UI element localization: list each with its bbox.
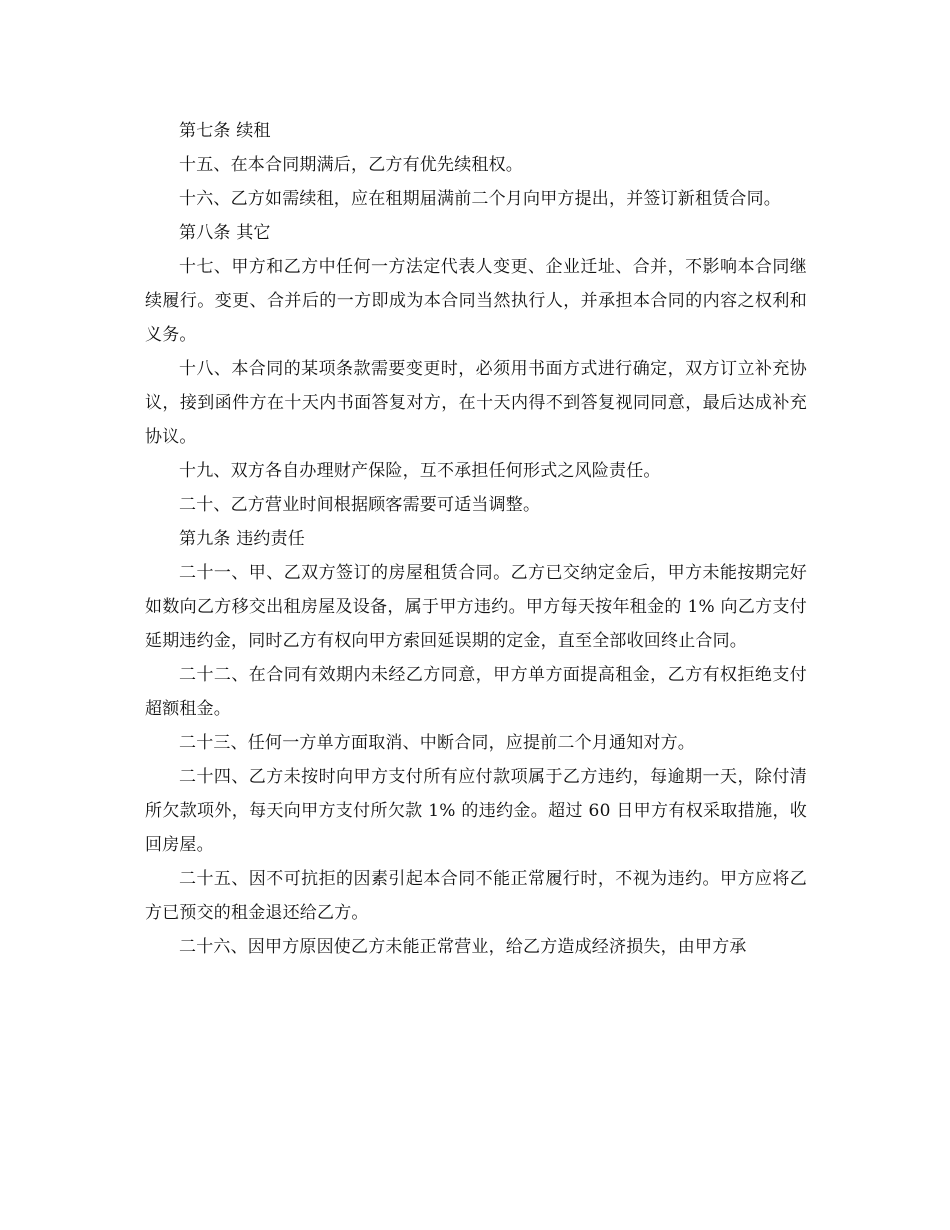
clause-20: 二十、乙方营业时间根据顾客需要可适当调整。 — [179, 495, 541, 515]
document-body — [145, 114, 807, 964]
article-8-heading: 第八条 其它 — [179, 223, 271, 243]
clause-22: 二十二、在合同有效期内未经乙方同意，甲方单方面提高租金，乙方有权拒绝支付超额租金。 — [145, 665, 807, 719]
clause-26: 二十六、因甲方原因使乙方未能正常营业，给乙方造成经济损失，由甲方承 — [179, 937, 747, 957]
article-9-heading: 第九条 违约责任 — [179, 529, 306, 549]
clause-23: 二十三、任何一方单方面取消、中断合同，应提前二个月通知对方。 — [179, 733, 695, 753]
clause-17: 十七、甲方和乙方中任何一方法定代表人变更、企业迁址、合并，不影响本合同继续履行。变更、合并后的一方即成为本合同当然执行人，并承担本合同的内容之权利和义务。 — [145, 257, 807, 345]
clause-19: 十九、双方各自办理财产保险，互不承担任何形式之风险责任。 — [179, 461, 661, 481]
clause-15: 十五、在本合同期满后，乙方有优先续租权。 — [179, 155, 523, 175]
clause-21: 二十一、甲、乙双方签订的房屋租赁合同。乙方已交纳定金后，甲方未能按期完好如数向乙方移交出租房屋及设备，属于甲方违约。甲方每天按年租金的 1% 向乙方支付延期违约金，同时乙方有权向甲方索回延误期的定金，直至全部收回终止合同。 — [145, 563, 807, 651]
clause-25: 二十五、因不可抗拒的因素引起本合同不能正常履行时，不视为违约。甲方应将乙方已预交的租金退还给乙方。 — [145, 869, 807, 923]
clause-18: 十八、本合同的某项条款需要变更时，必须用书面方式进行确定，双方订立补充协议，接到函件方在十天内书面答复对方，在十天内得不到答复视同同意，最后达成补充协议。 — [145, 359, 807, 447]
clause-24: 二十四、乙方未按时向甲方支付所有应付款项属于乙方违约，每逾期一天，除付清所欠款项外，每天向甲方支付所欠款 1% 的违约金。超过 60 日甲方有权采取措施，收回房屋。 — [145, 767, 807, 855]
clause-16: 十六、乙方如需续租，应在租期届满前二个月向甲方提出，并签订新租赁合同。 — [179, 189, 781, 209]
article-7-heading: 第七条 续租 — [179, 121, 271, 141]
